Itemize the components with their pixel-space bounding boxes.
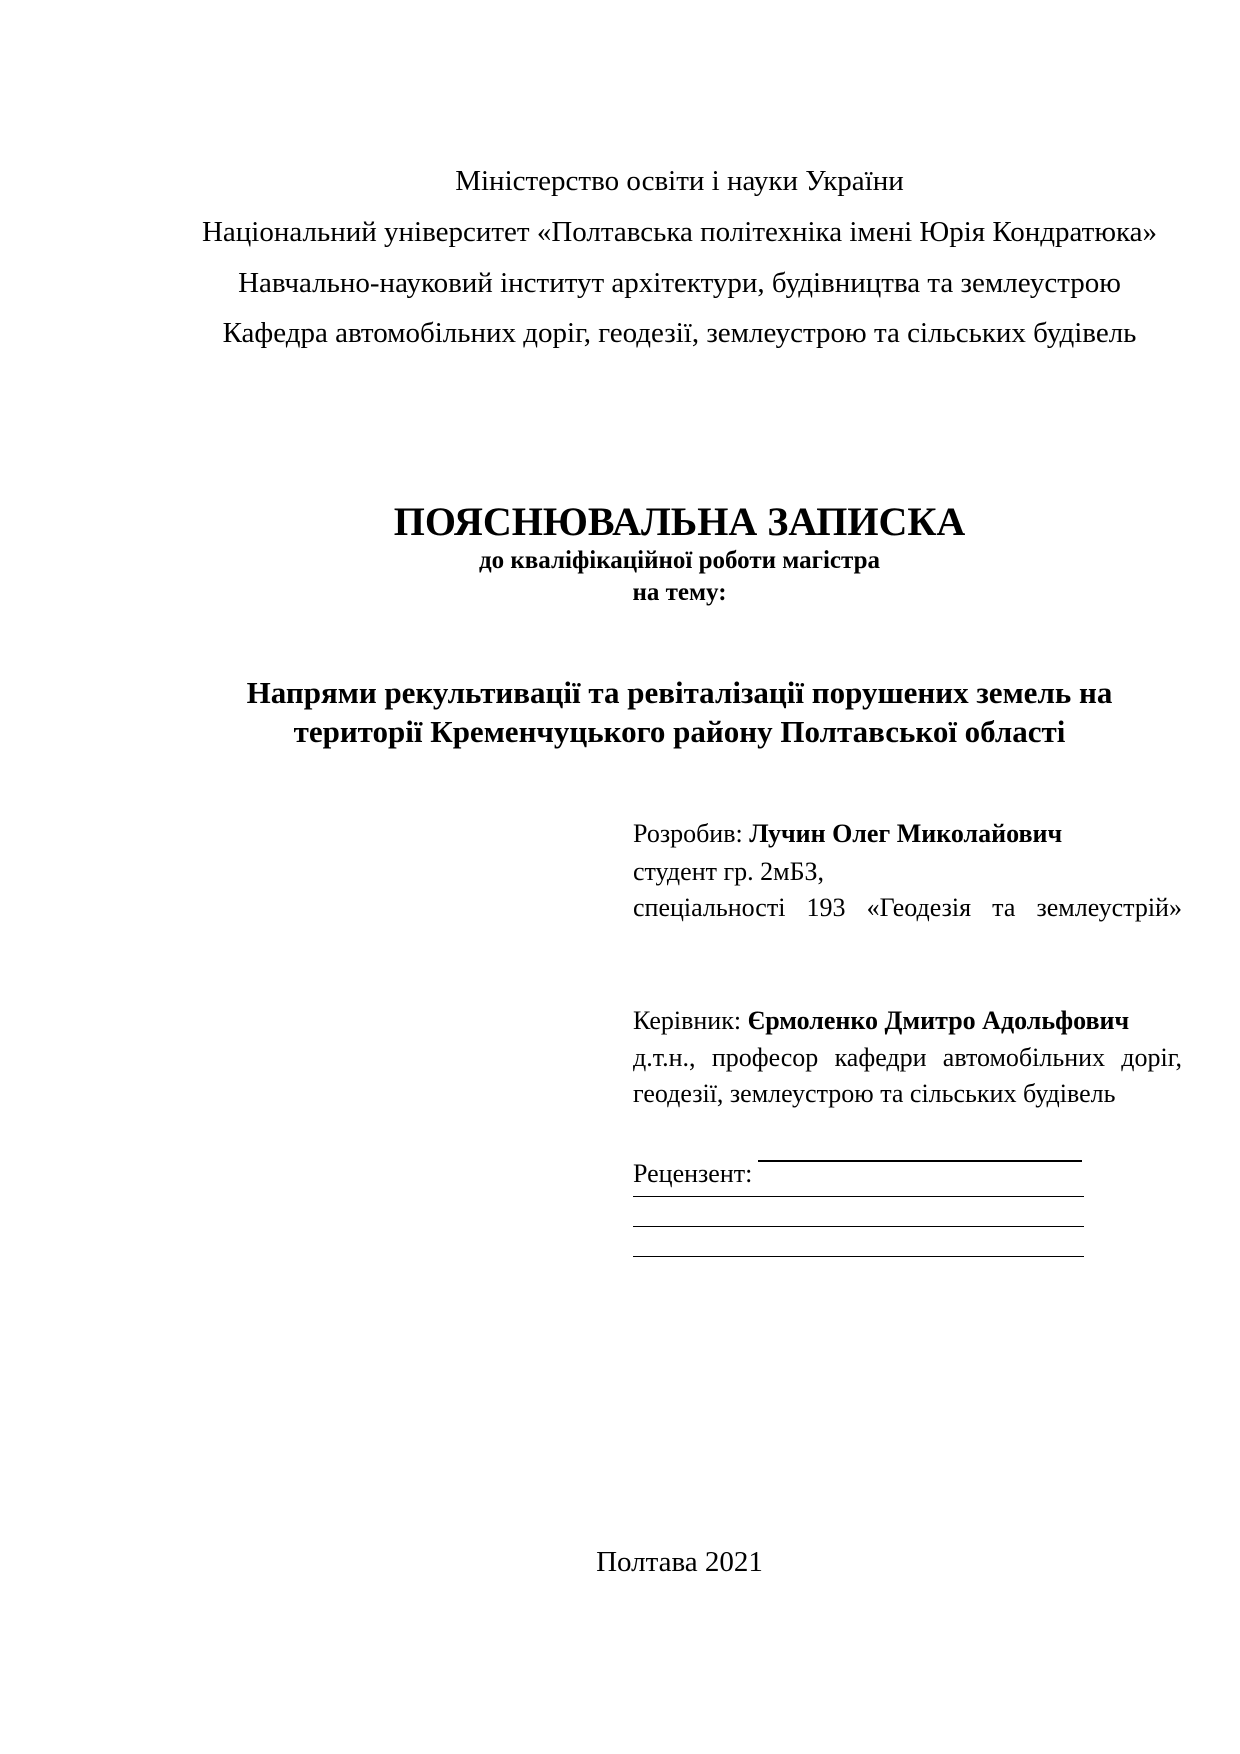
reviewer-blank-line [758,1160,1082,1162]
ministry-name: Міністерство освіти і науки України [455,165,904,197]
author-name: Лучин Олег Миколайович [749,819,1063,848]
title-word: доріг, [1121,1043,1182,1072]
author-group: студент гр. 2мБЗ, [633,857,825,886]
university-name: Національний університет «Полтавська політехніка імені Юрія Кондратюка» [201,216,1158,248]
specialty-word: та [992,893,1016,922]
title-word: д.т.н., [633,1043,696,1072]
on-topic-label: на тему: [632,579,727,606]
institute-name: Навчально-науковий інститут архітектури, будівництва та землеустрою [238,267,1121,299]
supervisor-name: Єрмоленко Дмитро Адольфович [747,1006,1130,1035]
author-label: Розробив: [633,819,743,848]
city-year: Полтава 2021 [596,1546,763,1578]
title-word: професор [711,1043,819,1072]
supervisor-title [633,1040,1182,1076]
supervisor-line [633,1003,1182,1039]
title-word: кафедри [834,1043,927,1072]
supervisor-label: Керівник: [633,1006,742,1035]
reviewer-blank-line [633,1256,1084,1257]
topic-line-1: Напрями рекультивації та ревіталізації порушених земель на [246,675,1113,710]
supervisor-title-line-2: геодезії, землеустрою та сільських будівель [633,1079,1116,1108]
document-subtitle: до кваліфікаційної роботи магістра [478,547,881,574]
document-title: ПОЯСНЮВАЛЬНА ЗАПИСКА [393,499,966,544]
title-word: автомобільних [942,1043,1106,1072]
department-name: Кафедра автомобільних доріг, геодезії, землеустрою та сільських будівель [222,317,1137,349]
specialty-word: спеціальності [633,893,786,922]
author-specialty [633,890,1182,926]
reviewer-label: Рецензент: [633,1159,753,1188]
specialty-word: «Геодезія [866,893,972,922]
topic-line-2: території Кременчуцького району Полтавської області [293,714,1066,749]
specialty-word: 193 [806,893,846,922]
reviewer-blank-line [633,1226,1084,1227]
specialty-word: землеустрій» [1036,893,1182,922]
author-line [633,816,1182,852]
reviewer-blank-line [633,1196,1084,1197]
